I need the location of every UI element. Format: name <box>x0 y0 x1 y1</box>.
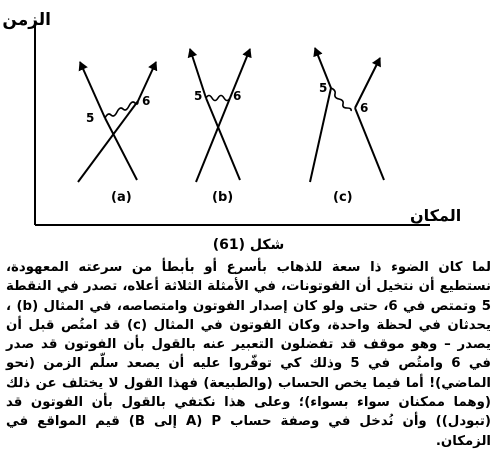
figure-canvas <box>0 0 497 235</box>
panel-b-point-5: 5 <box>194 89 203 103</box>
figure-caption: شكل (61) <box>212 237 285 253</box>
body-paragraph: لما كان الضوء ذا سعة للذهاب بأسرع أو بأبطأ من سرعته المعهودة، نستطيع أن نتخيل أن الفوتونات، في الأمثلة الثلاثة أعلاه، تصدر في النقطة 5 وتمتص في 6، حتى ولو كان إصدار الفوتون وامتصاصه، في المثال (b) ، يحدثان في لحظة واحدة، وكان الفوتون في المثال (c) قد امتُص قبل أن يصدر – وهو موقف قد تفضلون التعبير عنه بالقول بأن الفوتون قد صدر في 6 وامتُص في 5 وذلك كي توفّروا عليه أن يصعد سلّم الزمن (نحو الماضي)! أما فيما يخص الحساب (والطبيعة) فهذا القول لا يختلف عن ذلك (وهما ممكنان سواء بسواء)؛ وعلى هذا نكتفي بالقول بأن الفوتون قد (تبودل)) وأن نُدخل في وصفة حساب P (A إلى B) قيم المواقع في الزمكان. <box>6 260 492 449</box>
panel-c-point-6: 6 <box>360 101 369 115</box>
panel-b-point-6: 6 <box>233 89 242 103</box>
panel-a-point-6: 6 <box>142 94 151 108</box>
time-axis-label: الزمن <box>2 10 51 30</box>
feynman-diagram-figure <box>0 0 497 235</box>
panel-c-point-5: 5 <box>319 81 328 95</box>
space-axis-label: المكان <box>410 206 462 225</box>
panel-a-point-5: 5 <box>86 111 95 125</box>
panel-c-label: (c) <box>333 190 353 205</box>
panel-a-label: (a) <box>111 190 132 205</box>
panel-b-diagram <box>190 49 250 182</box>
body-text <box>6 258 491 451</box>
panel-c-diagram <box>310 48 384 182</box>
panel-b-label: (b) <box>212 190 234 205</box>
